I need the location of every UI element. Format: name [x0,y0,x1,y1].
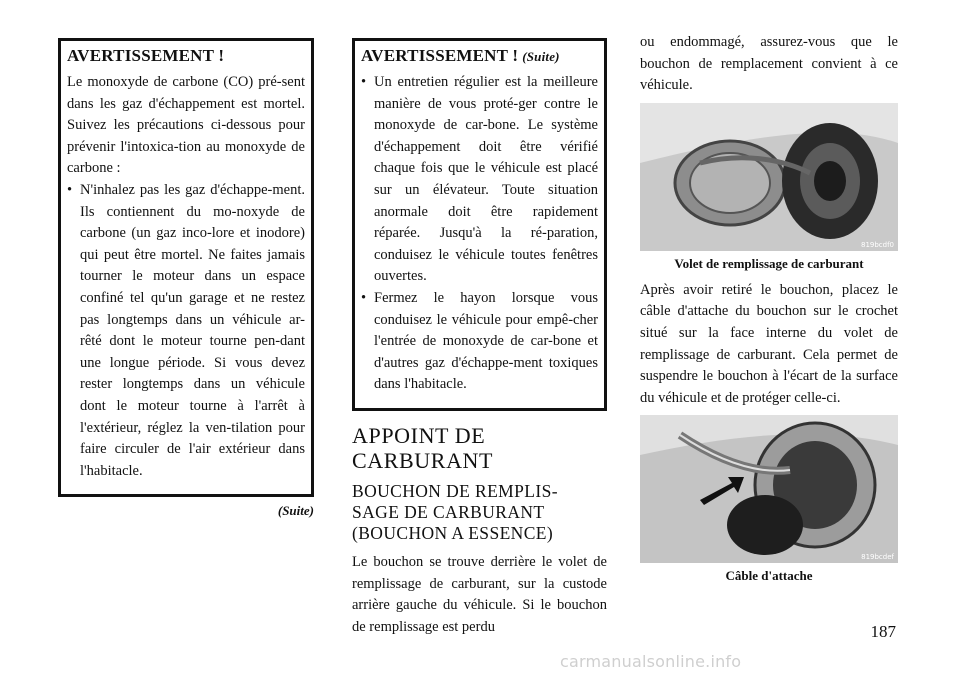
warning-suffix: (Suite) [522,49,560,64]
figure-caption: Volet de remplissage de carburant [674,255,864,271]
figure-fuel-door [640,103,898,272]
section-title: APPOINT DE CARBURANT [352,422,494,473]
page-number: 187 [870,622,896,641]
warning-title: AVERTISSEMENT ! (Suite) [361,46,560,65]
warning-box [58,38,314,497]
figure-code: 819bcdf0 [860,240,894,249]
tether-paragraph: Après avoir retiré le bouchon, placez le câble d'attache du bouchon sur le crochet situé sur la face interne du volet de remplissage de carburant. Cela permet de suspendre le bouchon à l'écart de la surface du véhicule et de protéger celle-ci. [640,281,898,406]
fuel-door-illustration [640,103,898,251]
warning-box-continued [352,38,607,411]
column-right [640,32,898,592]
column-middle [352,38,607,638]
figure-tether [640,415,898,584]
bullet-icon: • [361,289,367,306]
watermark: carmanualsonline.info [560,652,742,671]
bullet-icon: • [361,74,367,90]
subsection-title: BOUCHON DE REMPLIS-SAGE DE CARBURANT (BOUCHON A ESSENCE) [352,480,558,543]
tether-photo [640,415,898,563]
fuel-cap-paragraph: Le bouchon se trouve derrière le volet de remplissage de carburant, sur la custode arrière gauche du véhicule. Si le bouchon de remplissage est perdu [352,553,607,635]
warning-intro: Le monoxyde de carbone (CO) pré-sent dans les gaz d'échappement est mortel. Suivez les précautions ci-dessous pour prévenir l'intoxica-tion au monoxyde de carbone : [67,74,305,177]
tether-illustration [640,415,898,563]
list-item: • Un entretien régulier est la meilleure manière de vous proté-ger contre le monoxyde de car-bone. Le système d'échappement doit être vérifié chaque fois que le véhicule est placé sur un élévateur. Toute situation anormale doit être rapidement réparée. Jusqu'à la ré-paration, conduisez le véhicule toutes fenêtres ouvertes. [361,74,598,285]
warning-title: AVERTISSEMENT ! [67,46,225,65]
figure-caption: Câble d'attache [725,568,813,584]
list-item: • N'inhalez pas les gaz d'échappe-ment. Ils contiennent du mo-noxyde de carbone (un gaz inco-lore et inodore) qui peut être mortel. Ne faites jamais tourner le moteur dans un espace confiné tel qu'un garage et ne restez pas longtemps dans un véhicule ar-rêté dont le moteur tourne pen-dant une longue période. Si vous devez rester longtemps dans un véhicule dont le moteur tourne à l'arrêt à l'extérieur, réglez la ven-tilation pour faire circuler de l'air extérieur dans l'habitacle. [67,181,305,479]
list-item: • Fermez le hayon lorsque vous conduisez le véhicule pour empê-cher l'entrée de monoxyde de car-bone et d'autres gaz d'échappe-ment toxiques dans l'habitacle. [361,289,598,393]
column-left [58,38,314,519]
warning-bullets [67,180,305,482]
fuel-door-photo [640,103,898,251]
bullet-icon: • [67,181,73,198]
continued-label: (Suite) [277,503,314,519]
paragraph-continued: ou endommagé, assurez-vous que le bouchon de remplacement convient à ce véhicule. [640,34,898,94]
warning-bullets [361,72,598,396]
figure-code: 819bcdef [861,553,894,562]
